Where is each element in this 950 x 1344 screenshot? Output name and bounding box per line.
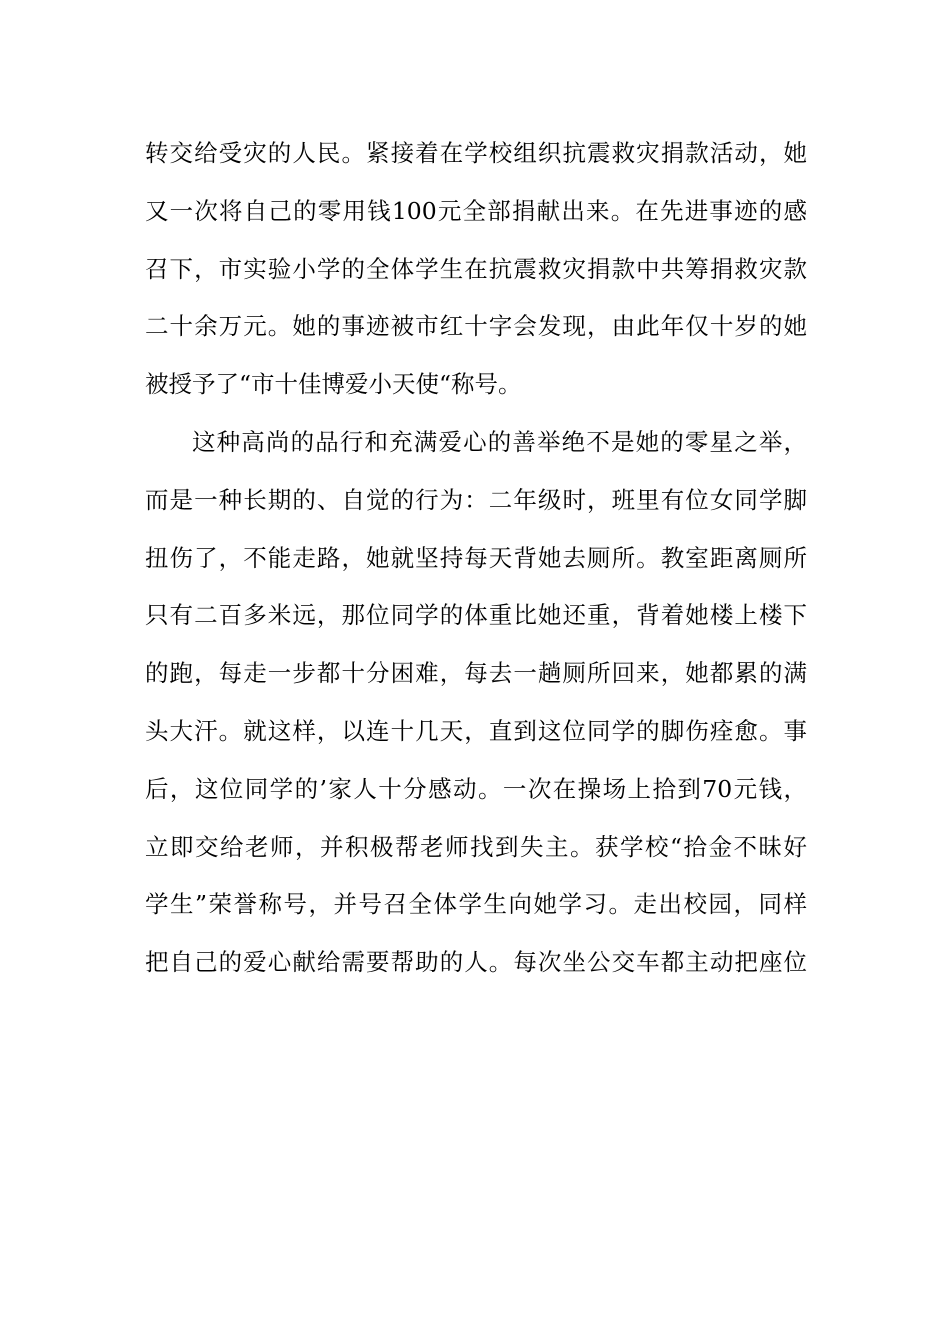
text-line: 转交给受灾的人民。紧接着在学校组织抗震救灾捐款活动，她 [145, 139, 807, 167]
text-line: 把自己的爱心献给需要帮助的人。每次坐公交车都主动把座位 [145, 948, 807, 977]
text-line: 扭伤了，不能走路，她就坚持每天背她去厕所。教室距离厕所 [145, 543, 807, 572]
text-line: 头大汗。就这样，以连十几天，直到这位同学的脚伤痊愈。事 [145, 716, 807, 745]
paragraph-end-line: 被授予了“市十佳博爱小天使“称号。 [145, 370, 522, 399]
text-line: 二十余万元。她的事迹被市红十字会发现，由此年仅十岁的她 [145, 312, 807, 341]
body-text [145, 133, 807, 1000]
text-line: 召下，市实验小学的全体学生在抗震救灾捐款中共筹捐救灾款 [145, 254, 807, 283]
text-line: 立即交给老师，并积极帮老师找到失主。获学校“拾金不昧好 [145, 832, 807, 861]
paragraph-start-line: 这种高尚的品行和充满爱心的善举绝不是她的零星之举， [192, 427, 807, 456]
text-line: 又一次将自己的零用钱100元全部捐献出来。在先进事迹的感 [145, 196, 807, 225]
text-line: 而是一种长期的、自觉的行为：二年级时，班里有位女同学脚 [145, 485, 807, 514]
text-line: 后，这位同学的’家人十分感动。一次在操场上拾到70元钱， [145, 774, 807, 803]
text-line: 只有二百多米远，那位同学的体重比她还重，背着她楼上楼下 [145, 601, 807, 630]
text-line: 学生”荣誉称号，并号召全体学生向她学习。走出校园，同样 [145, 890, 807, 919]
text-line: 的跑，每走一步都十分困难，每去一趟厕所回来，她都累的满 [145, 659, 807, 688]
